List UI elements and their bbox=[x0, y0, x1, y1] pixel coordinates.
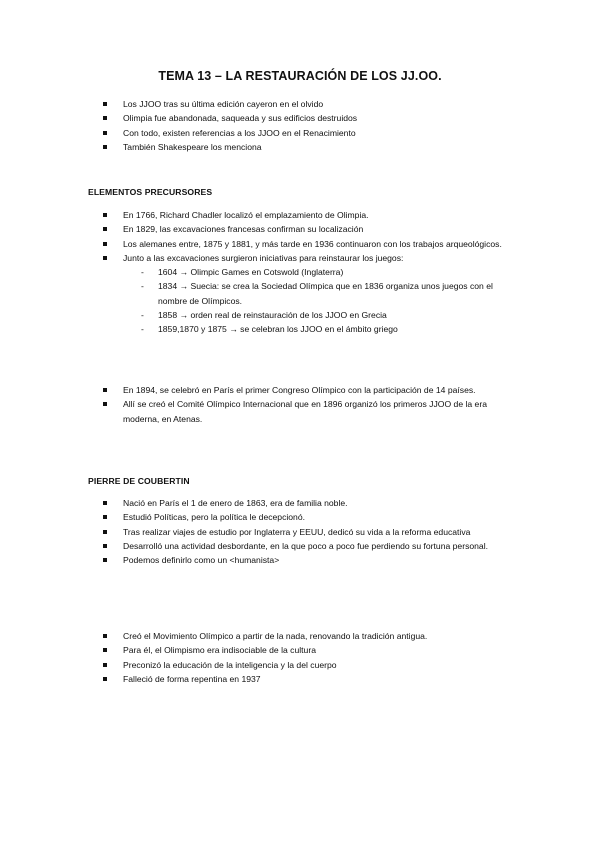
square-bullet-icon bbox=[103, 227, 107, 231]
document-title: TEMA 13 – LA RESTAURACIÓN DE LOS JJ.OO. bbox=[158, 69, 442, 83]
coubertin-list bbox=[0, 496, 600, 567]
square-bullet-icon bbox=[103, 634, 107, 638]
square-bullet-icon bbox=[103, 544, 107, 548]
list-item: Falleció de forma repentina en 1937 bbox=[0, 672, 513, 686]
list-item: En 1829, las excavaciones francesas confirman su localización bbox=[0, 222, 513, 236]
list-item: Allí se creó el Comité Olímpico Internacional que en 1896 organizó los primeros JJOO de la era moderna, en Atenas. bbox=[0, 397, 513, 426]
precursores-list bbox=[0, 208, 600, 337]
list-item: En 1766, Richard Chadler localizó el emplazamiento de Olimpia. bbox=[0, 208, 513, 222]
list-item: Creó el Movimiento Olímpico a partir de la nada, renovando la tradición antigua. bbox=[0, 629, 513, 643]
square-bullet-icon bbox=[103, 558, 107, 562]
square-bullet-icon bbox=[103, 388, 107, 392]
list-item: Preconizó la educación de la inteligencia y la del cuerpo bbox=[0, 658, 513, 672]
list-item: Podemos definirlo como un <humanista> bbox=[0, 553, 513, 567]
list-item: Junto a las excavaciones surgieron iniciativas para reinstaurar los juegos: bbox=[0, 251, 513, 265]
square-bullet-icon bbox=[103, 515, 107, 519]
dash-bullet-icon: - bbox=[141, 324, 144, 335]
square-bullet-icon bbox=[103, 663, 107, 667]
square-bullet-icon bbox=[103, 102, 107, 106]
square-bullet-icon bbox=[103, 242, 107, 246]
intro-list bbox=[0, 97, 600, 154]
list-item: En 1894, se celebró en París el primer Congreso Olímpico con la participación de 14 países. bbox=[0, 383, 513, 397]
section-heading-coubertin: PIERRE DE COUBERTIN bbox=[88, 476, 190, 486]
list-item: Los JJOO tras su última edición cayeron en el olvido bbox=[0, 97, 513, 111]
square-bullet-icon bbox=[103, 677, 107, 681]
list-item: Olimpia fue abandonada, saqueada y sus edificios destruidos bbox=[0, 111, 513, 125]
sub-list-item: - 1858 → orden real de reinstauración de los JJOO en Grecia bbox=[0, 308, 513, 322]
section-heading-precursores: ELEMENTOS PRECURSORES bbox=[88, 187, 213, 197]
sub-list-item: - 1859,1870 y 1875 → se celebran los JJOO en el ámbito griego bbox=[0, 322, 513, 336]
square-bullet-icon bbox=[103, 648, 107, 652]
sub-list-item: - 1834 → Suecia: se crea la Sociedad Olímpica que en 1836 organiza unos juegos con el nombre de Olímpicos. bbox=[141, 281, 493, 306]
square-bullet-icon bbox=[103, 402, 107, 406]
square-bullet-icon bbox=[103, 530, 107, 534]
sub-list-item: - 1604 → Olimpic Games en Cotswold (Inglaterra) bbox=[0, 265, 513, 279]
dash-bullet-icon: - bbox=[141, 281, 144, 292]
square-bullet-icon bbox=[103, 256, 107, 260]
list-item: Los alemanes entre, 1875 y 1881, y más tarde en 1936 continuaron con los trabajos arqueológicos. bbox=[0, 237, 513, 251]
square-bullet-icon bbox=[103, 213, 107, 217]
precursores-list-2 bbox=[0, 383, 600, 426]
list-item: Tras realizar viajes de estudio por Inglaterra y EEUU, dedicó su vida a la reforma educativa bbox=[0, 525, 513, 539]
square-bullet-icon bbox=[103, 501, 107, 505]
square-bullet-icon bbox=[103, 116, 107, 120]
list-item: Con todo, existen referencias a los JJOO en el Renacimiento bbox=[0, 126, 513, 140]
list-item: Para él, el Olimpismo era indisociable de la cultura bbox=[0, 643, 513, 657]
square-bullet-icon bbox=[103, 131, 107, 135]
coubertin-list-2 bbox=[0, 629, 600, 686]
list-item: Estudió Políticas, pero la política le decepcionó. bbox=[0, 510, 513, 524]
dash-bullet-icon: - bbox=[141, 267, 144, 278]
dash-bullet-icon: - bbox=[141, 310, 144, 321]
list-item: Nació en París el 1 de enero de 1863, era de familia noble. bbox=[0, 496, 513, 510]
square-bullet-icon bbox=[103, 145, 107, 149]
list-item: También Shakespeare los menciona bbox=[0, 140, 513, 154]
list-item: Desarrolló una actividad desbordante, en la que poco a poco fue perdiendo su fortuna personal. bbox=[0, 539, 513, 553]
